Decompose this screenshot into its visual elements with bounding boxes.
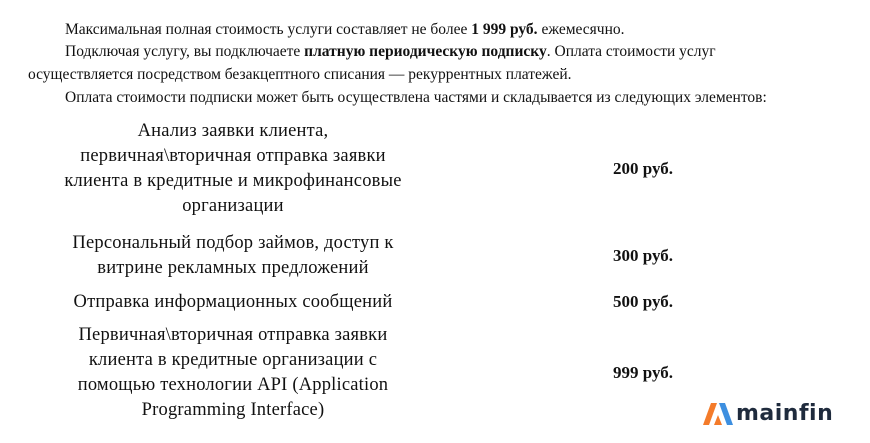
mainfin-logo xyxy=(703,401,833,426)
intro-line-4: Оплата стоимости подписки может быть осуществлена частями и складывается из следующих элементов: xyxy=(65,89,767,106)
service-price: 300 руб. xyxy=(612,246,673,265)
service-description: Персональный подбор займов, доступ к витрине рекламных предложений xyxy=(72,233,394,278)
service-description: Анализ заявки клиента, первичная\вторичная отправка заявки клиента в кредитные и микрофинансовые организации xyxy=(64,121,402,216)
table-row xyxy=(30,226,850,286)
logo-text: mainfin xyxy=(736,401,834,426)
service-description: Отправка информационных сообщений xyxy=(73,291,393,312)
table-row xyxy=(30,112,850,226)
service-price: 500 руб. xyxy=(612,292,673,311)
service-price: 200 руб. xyxy=(612,159,673,178)
intro-line-2 xyxy=(65,42,716,62)
text: Максимальная полная стоимость услуги составляет не более xyxy=(65,21,472,38)
service-description: Первичная\вторичная отправка заявки клиента в кредитные организации с помощью технологии API (Application Programming Interface) xyxy=(77,325,389,420)
intro-line-1 xyxy=(65,20,625,40)
pricing-table xyxy=(30,112,850,428)
text: ежемесячно. xyxy=(537,21,625,38)
mainfin-logo-icon xyxy=(703,403,733,425)
text: . Оплата стоимости услуг xyxy=(546,43,716,60)
subscription-term: платную периодическую подписку xyxy=(304,43,547,60)
table-row xyxy=(30,286,850,318)
service-price: 999 руб. xyxy=(612,363,673,382)
max-price: 1 999 руб. xyxy=(471,21,538,38)
intro-line-3: осуществляется посредством безакцептного списания — рекуррентных платежей. xyxy=(28,66,572,83)
text: Подключая услугу, вы подключаете xyxy=(65,43,305,60)
